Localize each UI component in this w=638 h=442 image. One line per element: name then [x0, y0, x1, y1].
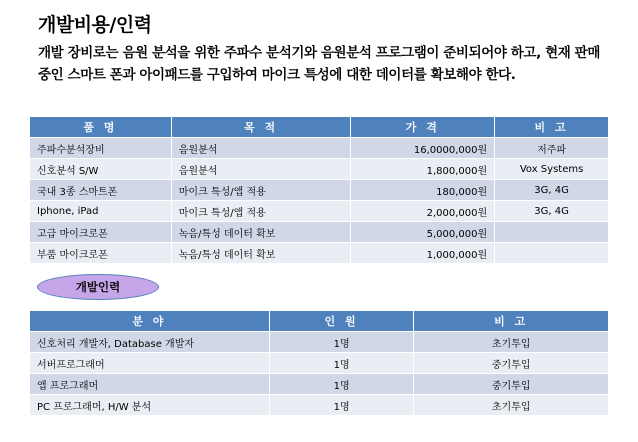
cell-price: 5,000,000원 [351, 222, 495, 243]
cell-headcount: 1명 [269, 395, 414, 416]
table-row [30, 222, 609, 243]
header-item-name: 품 명 [30, 117, 172, 138]
table-row [30, 332, 609, 353]
header-note: 비 고 [495, 117, 609, 138]
table-row [30, 138, 609, 159]
cell-field: 신호처리 개발자, Database 개발자 [30, 332, 270, 353]
cell-note: 저주파 [495, 138, 609, 159]
intro-paragraph: 개발 장비로는 음원 분석을 위한 주파수 분석기와 음원분석 프로그램이 준비되어야 하고, 현재 판매중인 스마트 폰과 아이패드를 구입하여 마이크 특성에 대한 데이터를 확보해야 한다. [38, 45, 600, 83]
cell-purpose: 음원분석 [171, 138, 351, 159]
cell-field: 앱 프로그래머 [30, 374, 270, 395]
cell-item: Iphone, iPad [30, 201, 172, 222]
header-headcount: 인 원 [269, 311, 414, 332]
cell-note: 초기투입 [414, 395, 609, 416]
table-row [30, 374, 609, 395]
cell-note: Vox Systems [495, 159, 609, 180]
cell-headcount: 1명 [269, 353, 414, 374]
table-row [30, 180, 609, 201]
staff-table [29, 310, 609, 416]
cell-purpose: 녹음/특성 데이터 확보 [171, 222, 351, 243]
header-purpose: 목 적 [171, 117, 351, 138]
header-field: 분 야 [30, 311, 270, 332]
cell-item: 고급 마이크로폰 [30, 222, 172, 243]
cell-note: 초기투입 [414, 332, 609, 353]
cell-purpose: 음원분석 [171, 159, 351, 180]
cell-price: 180,000원 [351, 180, 495, 201]
cost-table-header [30, 117, 609, 138]
header-price: 가 격 [351, 117, 495, 138]
table-row [30, 201, 609, 222]
cell-item: 부품 마이크로폰 [30, 243, 172, 264]
cell-item: 신호분석 S/W [30, 159, 172, 180]
table-row [30, 159, 609, 180]
cell-price: 2,000,000원 [351, 201, 495, 222]
cell-note: 중기투입 [414, 353, 609, 374]
header-note: 비 고 [414, 311, 609, 332]
cell-field: PC 프로그래머, H/W 분석 [30, 395, 270, 416]
staff-table-header [30, 311, 609, 332]
cell-field: 서버프로그래머 [30, 353, 270, 374]
cost-table [29, 116, 609, 264]
table-row [30, 353, 609, 374]
cell-note: 3G, 4G [495, 180, 609, 201]
cell-price: 1,800,000원 [351, 159, 495, 180]
page-title: 개발비용/인력 [38, 14, 152, 36]
cell-purpose: 녹음/특성 데이터 확보 [171, 243, 351, 264]
table-row [30, 243, 609, 264]
cell-purpose: 마이크 특성/앱 적용 [171, 201, 351, 222]
cell-note [495, 243, 609, 264]
table-row [30, 395, 609, 416]
cell-headcount: 1명 [269, 332, 414, 353]
staff-section-badge: 개발인력 [37, 274, 159, 300]
cell-purpose: 마이크 특성/앱 적용 [171, 180, 351, 201]
cell-price: 16,0000,000원 [351, 138, 495, 159]
cell-note: 3G, 4G [495, 201, 609, 222]
cell-headcount: 1명 [269, 374, 414, 395]
cell-price: 1,000,000원 [351, 243, 495, 264]
cell-note [495, 222, 609, 243]
cell-item: 주파수분석장비 [30, 138, 172, 159]
cell-item: 국내 3종 스마트폰 [30, 180, 172, 201]
cell-note: 중기투입 [414, 374, 609, 395]
